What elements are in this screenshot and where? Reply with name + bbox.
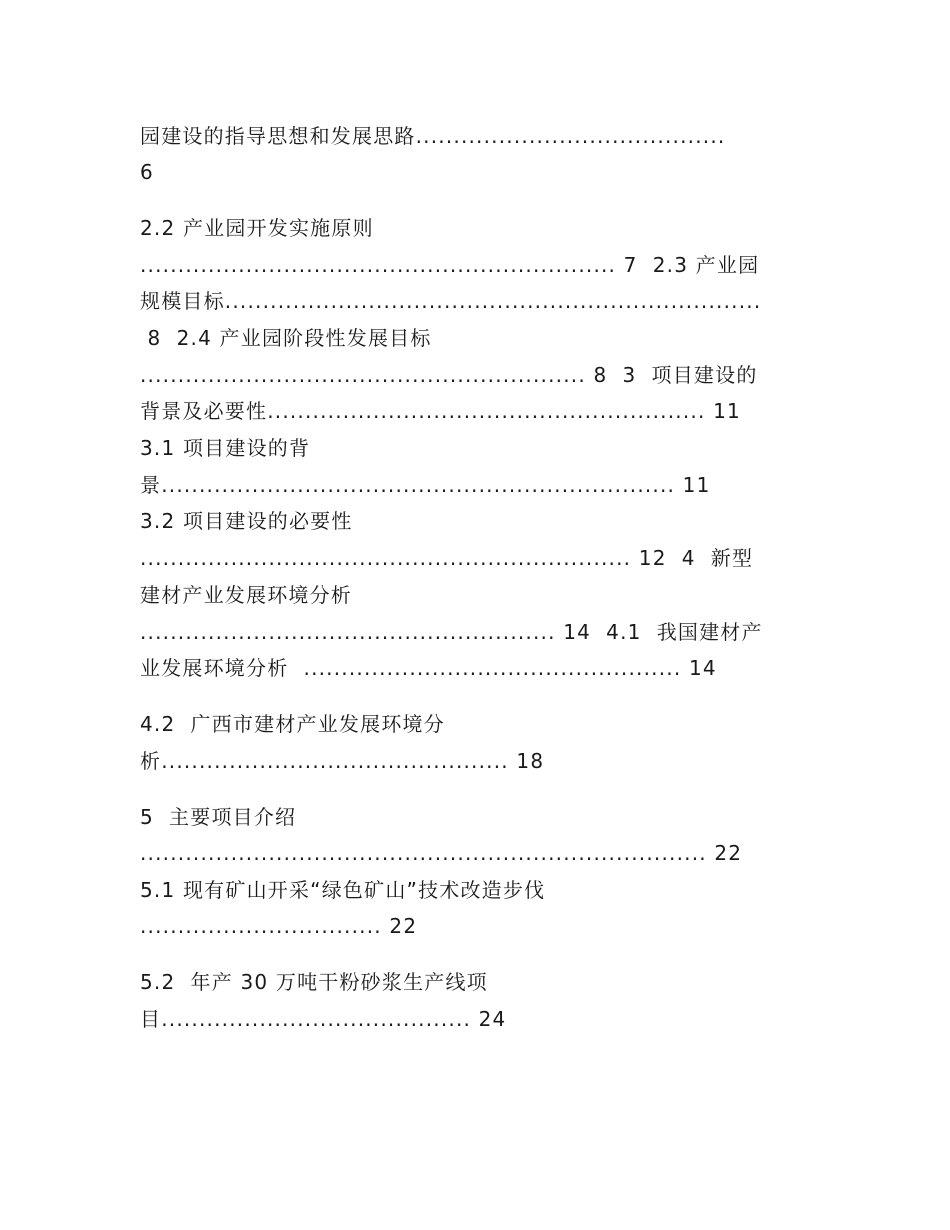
toc-line: 3.1 项目建设的背 — [140, 436, 311, 460]
toc-line: ................................ 22 — [140, 914, 418, 938]
toc-line: 2.2 产业园开发实施原则 — [140, 216, 374, 240]
toc-line: ................................................................. 12 4 新型 — [140, 546, 754, 570]
toc-line: 背景及必要性.......................................................... 11 — [140, 399, 741, 423]
toc-page-number: 6 — [140, 160, 154, 184]
toc-line: 4.2 广西市建材产业发展环境分 — [140, 712, 445, 736]
toc-line: 5 主要项目介绍 — [140, 805, 297, 829]
toc-line: 景.................................................................... 11 — [140, 473, 711, 497]
toc-line: 规模目标....................................................................... — [140, 289, 762, 313]
toc-line: 5.1 现有矿山开采“绿色矿山”技术改造步伐 — [140, 878, 546, 902]
toc-line: ........................................................... 8 3 项目建设的 — [140, 363, 758, 387]
toc-line: 目......................................... 24 — [140, 1007, 507, 1031]
toc-line: 园建设的指导思想和发展思路......................................... — [140, 124, 726, 148]
toc-line: 建材产业发展环境分析 — [140, 583, 352, 607]
toc-line: ....................................................... 14 4.1 我国建材产 — [140, 620, 763, 644]
toc-line: 业发展环境分析 .................................................. 14 — [140, 656, 717, 680]
toc-line: 析.............................................. 18 — [140, 749, 545, 773]
toc-line: 3.2 项目建设的必要性 — [140, 509, 353, 533]
toc-line: ............................................................... 7 2.3 产业园 — [140, 253, 760, 277]
toc-line: 8 2.4 产业园阶段性发展目标 — [140, 326, 432, 350]
toc-line: 5.2 年产 30 万吨干粉砂浆生产线项 — [140, 970, 488, 994]
toc-line: ........................................................................... 22 — [140, 841, 743, 865]
